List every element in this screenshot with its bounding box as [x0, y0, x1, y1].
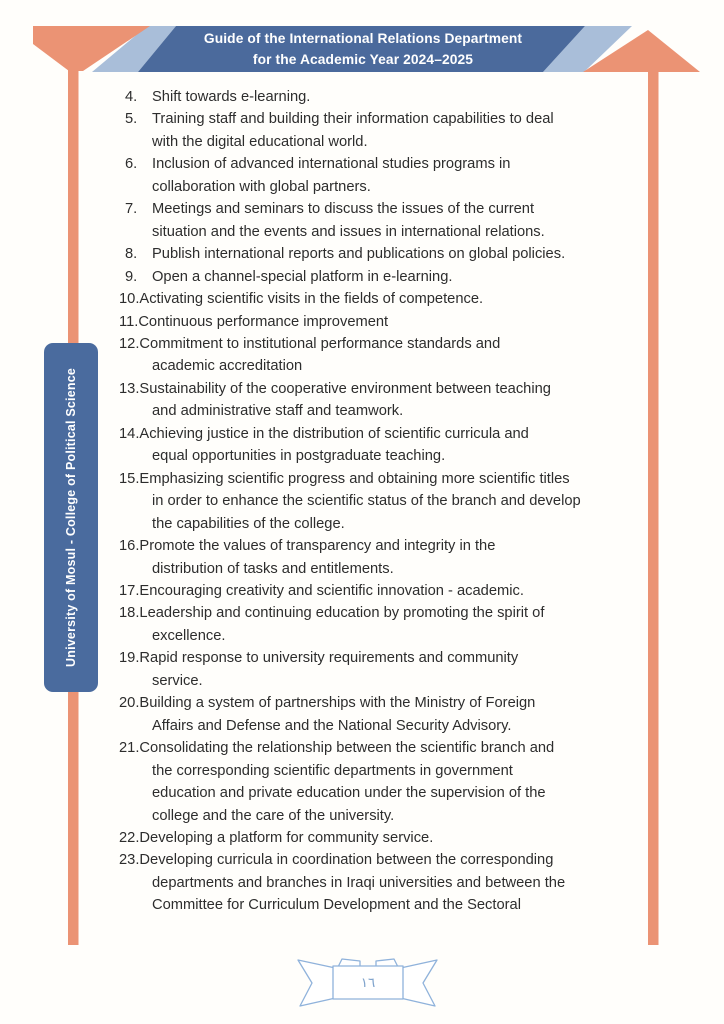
- item-text-line: Continuous performance improvement: [138, 313, 389, 330]
- item-text-line: distribution of tasks and entitlements.: [152, 560, 394, 577]
- item-text: [152, 201, 545, 239]
- item-number: 19.: [119, 650, 140, 667]
- item-number: 11.: [119, 313, 139, 330]
- item-text-line: Rapid response to university requirements and community: [139, 650, 519, 667]
- item-text-line: Sustainability of the cooperative environment between teaching: [139, 380, 551, 397]
- item-text: [139, 695, 535, 733]
- item-text-line: situation and the events and issues in international relations.: [152, 223, 545, 240]
- item-number: 18.: [119, 605, 140, 622]
- item-text: [139, 426, 528, 464]
- item-number: 17.: [119, 582, 140, 599]
- item-number: 22.: [119, 829, 140, 846]
- list-item: [119, 737, 664, 827]
- item-text: [139, 538, 495, 576]
- list-item: [119, 468, 664, 535]
- item-text-line: Inclusion of advanced international studies programs in: [152, 156, 511, 173]
- list-item: [119, 423, 664, 468]
- item-text-line: Shift towards e-learning.: [152, 89, 311, 105]
- list-item: [119, 692, 664, 737]
- item-text-line: Developing curricula in coordination between the corresponding: [139, 852, 554, 869]
- list-item: [119, 86, 664, 108]
- item-number: 9.: [125, 268, 138, 285]
- content-list: [119, 86, 664, 917]
- item-number: 5.: [125, 111, 138, 128]
- item-number: 14.: [119, 425, 140, 442]
- list-item: [119, 266, 664, 288]
- list-item: [119, 580, 664, 602]
- item-text-line: excellence.: [152, 627, 226, 644]
- list-item: [119, 108, 664, 153]
- item-text-line: Committee for Curriculum Development and the Sectoral: [152, 897, 521, 914]
- item-text: [152, 246, 565, 262]
- item-text: [139, 381, 551, 419]
- item-text-line: academic accreditation: [152, 358, 303, 375]
- item-text-line: Promote the values of transparency and integrity in the: [139, 538, 496, 555]
- item-text: [139, 291, 483, 307]
- banner-title-line2: for the Academic Year 2024–2025: [252, 51, 474, 67]
- item-text-line: in order to enhance the scientific status of the branch and develop: [152, 493, 581, 510]
- item-text: [152, 269, 452, 285]
- item-text-line: Developing a platform for community service.: [139, 829, 434, 846]
- item-text-line: equal opportunities in postgraduate teaching.: [152, 448, 446, 465]
- item-number: 15.: [119, 470, 140, 487]
- item-text: [139, 650, 518, 688]
- item-number: 7.: [125, 201, 138, 218]
- item-text: [152, 89, 310, 105]
- item-text-line: Building a system of partnerships with the Ministry of Foreign: [139, 695, 536, 712]
- item-text-line: Activating scientific visits in the fields of competence.: [139, 291, 484, 308]
- list-item: [119, 333, 664, 378]
- item-number: 16.: [119, 538, 140, 555]
- item-text-line: education and private education under the supervision of the: [152, 785, 546, 802]
- item-text-line: Affairs and Defense and the National Security Advisory.: [152, 717, 512, 734]
- item-number: 20.: [119, 695, 140, 712]
- item-text: [139, 471, 580, 532]
- list-item: [119, 153, 664, 198]
- item-text-line: collaboration with global partners.: [152, 178, 371, 195]
- list-item: [119, 243, 664, 265]
- item-text-line: Encouraging creativity and scientific innovation - academic.: [139, 582, 524, 599]
- item-text-line: Emphasizing scientific progress and obtaining more scientific titles: [139, 470, 570, 487]
- list-item: [119, 827, 664, 849]
- item-number: 4.: [125, 89, 138, 105]
- banner-title-line1: Guide of the International Relations Department: [203, 31, 523, 46]
- item-text-line: Consolidating the relationship between the scientific branch and: [139, 740, 555, 757]
- item-number: 12.: [119, 335, 140, 352]
- page-number: ١٦: [360, 975, 376, 990]
- item-text: [138, 314, 388, 330]
- list-item: [119, 602, 664, 647]
- item-number: 6.: [125, 156, 138, 173]
- item-text-line: the corresponding scientific departments in government: [152, 762, 513, 779]
- list-item: [119, 378, 664, 423]
- header-banner-title: [145, 29, 581, 70]
- item-text: [139, 852, 565, 913]
- item-text-line: departments and branches in Iraqi universities and between the: [152, 874, 566, 891]
- item-text: [139, 830, 433, 846]
- item-text: [139, 583, 524, 599]
- item-number: 8.: [125, 246, 138, 263]
- item-text-line: service.: [152, 672, 203, 689]
- sidebar-label: University of Mosul - College of Political Science: [64, 368, 78, 667]
- list-item: [119, 647, 664, 692]
- item-text-line: Leadership and continuing education by promoting the spirit of: [139, 605, 545, 622]
- item-text-line: Meetings and seminars to discuss the issues of the current: [152, 201, 535, 218]
- item-text: [139, 740, 554, 823]
- item-text-line: Commitment to institutional performance standards and: [139, 335, 501, 352]
- sidebar-banner: [44, 343, 98, 692]
- list-item: [119, 288, 664, 310]
- item-text-line: college and the care of the university.: [152, 807, 395, 824]
- item-number: 10.: [119, 291, 140, 308]
- item-text: [152, 111, 554, 149]
- item-number: 13.: [119, 380, 140, 397]
- item-text-line: the capabilities of the college.: [152, 515, 345, 532]
- item-text: [139, 336, 500, 374]
- item-text: [139, 605, 544, 643]
- list-item: [119, 198, 664, 243]
- item-text-line: Training staff and building their information capabilities to deal: [152, 111, 554, 128]
- item-text-line: and administrative staff and teamwork.: [152, 403, 404, 420]
- list-item: [119, 535, 664, 580]
- list-item: [119, 849, 664, 916]
- item-text: [152, 156, 510, 194]
- item-text-line: with the digital educational world.: [152, 133, 368, 150]
- item-text-line: Open a channel-special platform in e-learning.: [152, 268, 453, 285]
- list-item: [119, 311, 664, 333]
- item-text-line: Publish international reports and publications on global policies.: [152, 246, 566, 263]
- item-number: 23.: [119, 852, 140, 869]
- item-number: 21.: [119, 740, 140, 757]
- item-text-line: Achieving justice in the distribution of scientific curricula and: [139, 425, 529, 442]
